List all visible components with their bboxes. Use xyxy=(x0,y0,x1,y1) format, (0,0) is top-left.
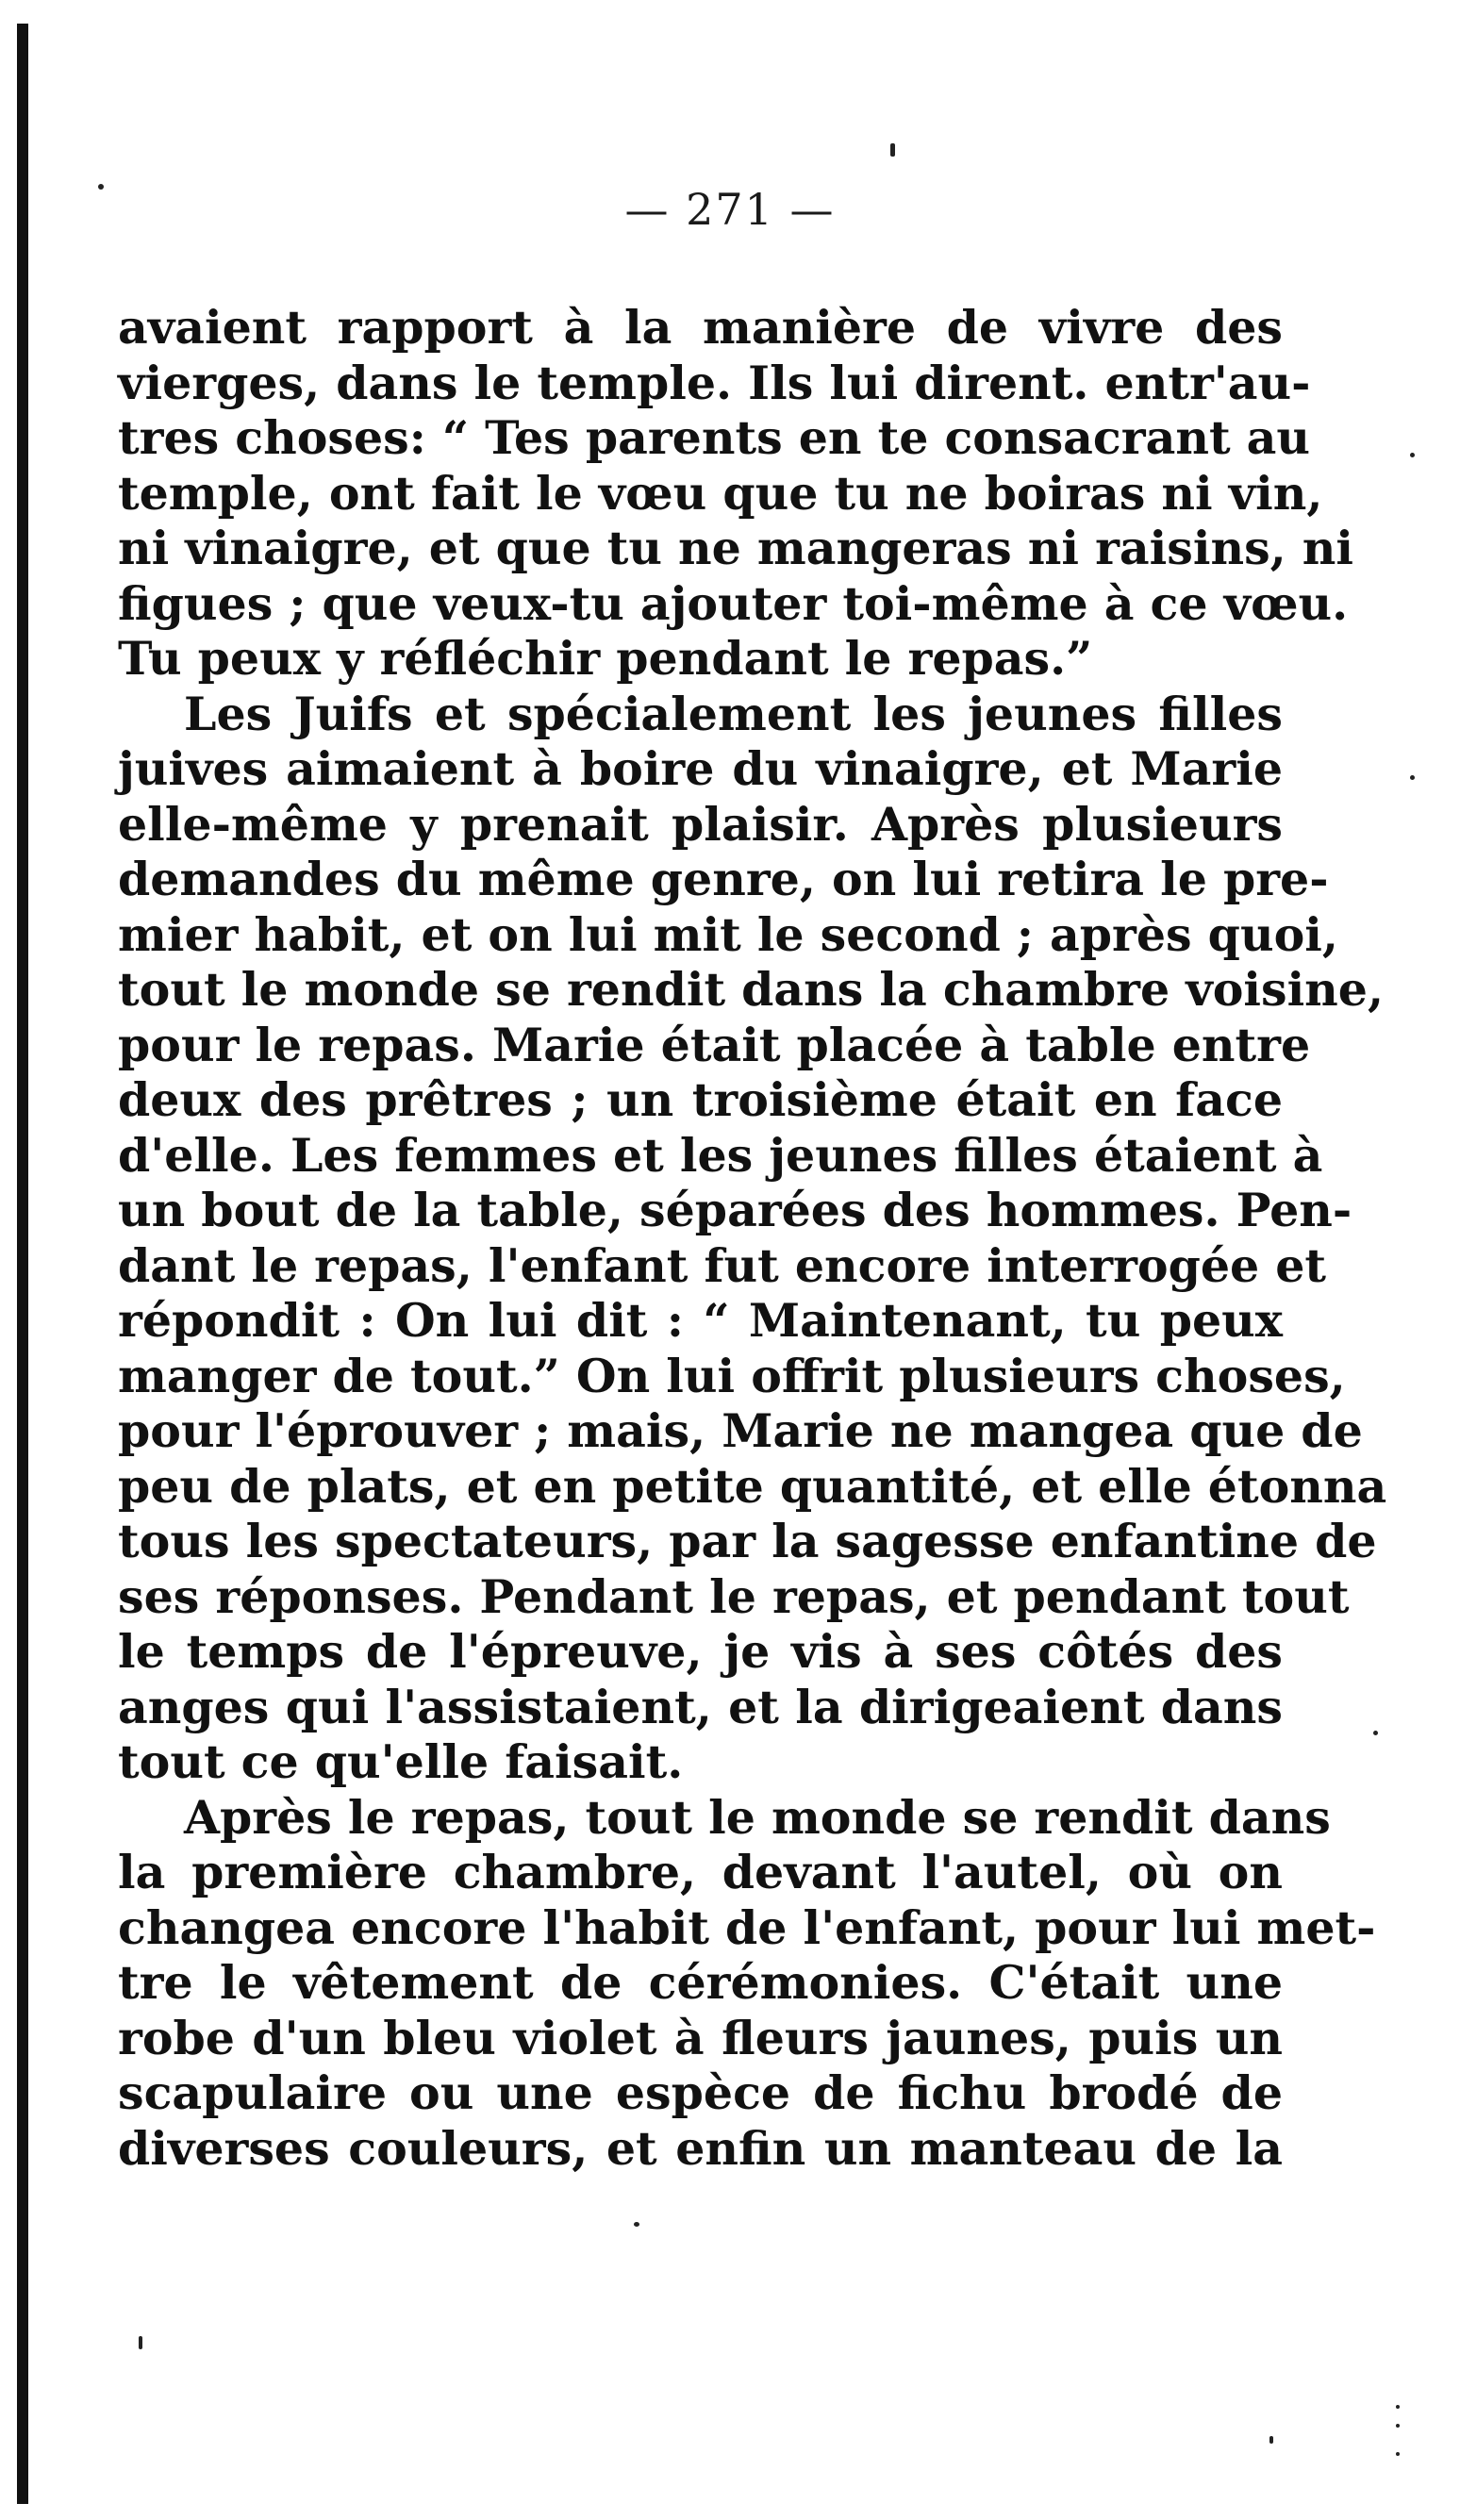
text-line: le temps de l'épreuve, je vis à ses côtés des xyxy=(118,1624,1283,1679)
text-line: Les Juifs et spécialement les jeunes filles xyxy=(184,686,1283,741)
paragraph-2 xyxy=(118,686,1387,1790)
text-line: tre le vêtement de cérémonies. C'était une xyxy=(118,1955,1283,2010)
text-line: un bout de la table, séparées des hommes. Pen- xyxy=(118,1183,1352,1237)
text-line: répondit : On lui dit : “ Maintenant, tu peux xyxy=(118,1293,1283,1348)
text-line: tous les spectateurs, par la sagesse enfantine de xyxy=(118,1514,1377,1568)
text-line: temple, ont fait le vœu que tu ne boiras ni vin, xyxy=(118,465,1323,521)
text-line: Après le repas, tout le monde se rendit dans xyxy=(184,1789,1331,1845)
print-speck xyxy=(1410,775,1415,780)
text-line: demandes du même genre, on lui retira le pre- xyxy=(118,852,1329,906)
text-line: robe d'un bleu violet à fleurs jaunes, puis un xyxy=(118,2010,1283,2065)
text-line: elle-même y prenait plaisir. Après plusieurs xyxy=(118,796,1283,852)
text-line: tout le monde se rendit dans la chambre voisine, xyxy=(118,962,1385,1017)
text-line: mier habit, et on lui mit le second ; après quoi, xyxy=(118,906,1338,962)
print-speck xyxy=(1396,2405,1400,2409)
text-line: anges qui l'assistaient, et la dirigeaient dans xyxy=(118,1679,1283,1734)
text-line: dant le repas, l'enfant fut encore interrogée et xyxy=(118,1237,1327,1293)
print-speck xyxy=(1396,2424,1400,2428)
text-line: tres choses: “ Tes parents en te consacrant au xyxy=(118,410,1311,465)
text-line: diverses couleurs, et enfin un manteau de la xyxy=(118,2120,1283,2176)
print-speck xyxy=(1373,1731,1378,1735)
paragraph-1 xyxy=(118,300,1354,687)
print-speck xyxy=(890,143,895,157)
text-line: peu de plats, et en petite quantité, et elle étonna xyxy=(118,1458,1387,1514)
page-number: — 271 — xyxy=(624,184,836,235)
text-line: d'elle. Les femmes et les jeunes filles étaient à xyxy=(118,1127,1323,1183)
page-binding-edge xyxy=(17,24,28,2504)
text-line: Tu peux y réfléchir pendant le repas.” xyxy=(118,631,1093,686)
text-line: manger de tout.” On lui offrit plusieurs choses, xyxy=(118,1348,1346,1403)
print-speck xyxy=(1396,2452,1400,2456)
text-line: juives aimaient à boire du vinaigre, et Marie xyxy=(118,741,1283,796)
text-line: changea encore l'habit de l'enfant, pour lui met- xyxy=(118,1899,1376,1955)
text-line: pour l'éprouver ; mais, Marie ne mangea que de xyxy=(118,1403,1363,1458)
text-line: tout ce qu'elle faisait. xyxy=(118,1734,684,1789)
text-line: scapulaire ou une espèce de fichu brodé de xyxy=(118,2065,1283,2120)
print-speck xyxy=(634,2222,639,2227)
text-line: deux des prêtres ; un troisième était en face xyxy=(118,1072,1283,1127)
body-text xyxy=(118,300,1387,2176)
print-speck xyxy=(1269,2436,1273,2444)
text-line: avaient rapport à la manière de vivre des xyxy=(118,300,1283,355)
print-speck xyxy=(139,2336,142,2349)
text-line: ses réponses. Pendant le repas, et pendant tout xyxy=(118,1568,1350,1624)
paragraph-3 xyxy=(118,1789,1376,2177)
print-speck xyxy=(1410,453,1415,457)
text-line: pour le repas. Marie était placée à table entre xyxy=(118,1017,1311,1072)
text-line: la première chambre, devant l'autel, où on xyxy=(118,1845,1283,1899)
text-line: ni vinaigre, et que tu ne mangeras ni raisins, ni xyxy=(118,521,1354,575)
text-line: figues ; que veux-tu ajouter toi-même à ce vœu. xyxy=(118,575,1349,631)
text-line: vierges, dans le temple. Ils lui dirent. entr'au- xyxy=(118,355,1311,410)
